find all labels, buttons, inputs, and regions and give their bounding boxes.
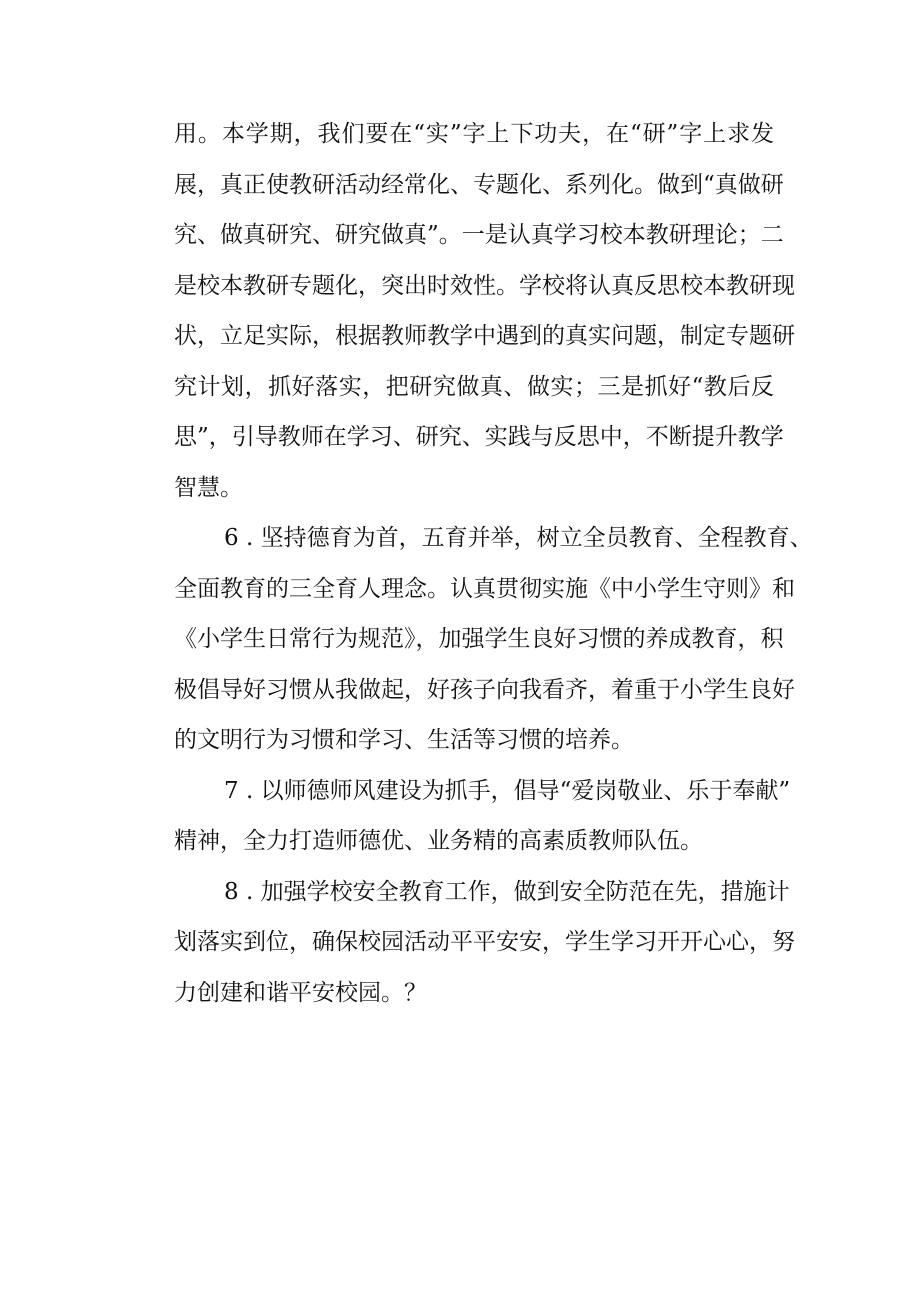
text-line: 状，立足实际，根据教师教学中遇到的真实问题，制定专题研	[174, 323, 795, 349]
text-line: 《小学生日常行为规范》，加强学生良好习惯的养成教育，积	[174, 626, 784, 652]
list-item-heading-7: 7 . 以师德师风建设为抓手，倡导“爱岗敬业、乐于奉献”	[224, 777, 791, 804]
text-line: 划落实到位，确保校园活动平平安安，学生学习开开心心，努	[174, 929, 795, 955]
text-line: 的文明行为习惯和学习、生活等习惯的培养。	[174, 727, 634, 753]
list-item-heading-8: 8 . 加强学校安全教育工作，做到安全防范在先，措施计	[224, 878, 790, 905]
list-item-heading-6: 6 . 坚持德育为首，五育并举，树立全员教育、全程教育、	[224, 525, 813, 551]
text-line: 究、做真研究、研究做真”。一是认真学习校本教研理论；二	[174, 222, 784, 248]
text-line: 智慧。	[174, 474, 243, 501]
text-line: 极倡导好习惯从我做起，好孩子向我看齐，着重于小学生良好	[174, 676, 795, 703]
text-line: 用。本学期，我们要在“实”字上下功夫，在“研”字上求发	[174, 121, 774, 147]
text-line: 力创建和谐平安校园。？	[174, 979, 427, 1006]
text-line: 究计划，抓好落实，把研究做真、做实；三是抓好“教后反	[174, 373, 774, 400]
text-line: 精神，全力打造师德优、业务精的高素质教师队伍。	[174, 828, 703, 854]
text-line: 思”，引导教师在学习、研究、实践与反思中，不断提升教学	[174, 424, 784, 450]
text-line: 全面教育的三全育人理念。认真贯彻实施《中小学生守则》和	[174, 575, 795, 602]
document-body	[174, 109, 813, 1018]
text-line: 是校本教研专题化，突出时效性。学校将认真反思校本教研现	[174, 272, 795, 299]
text-line: 展，真正使教研活动经常化、专题化、系列化。做到“真做研	[174, 171, 784, 198]
